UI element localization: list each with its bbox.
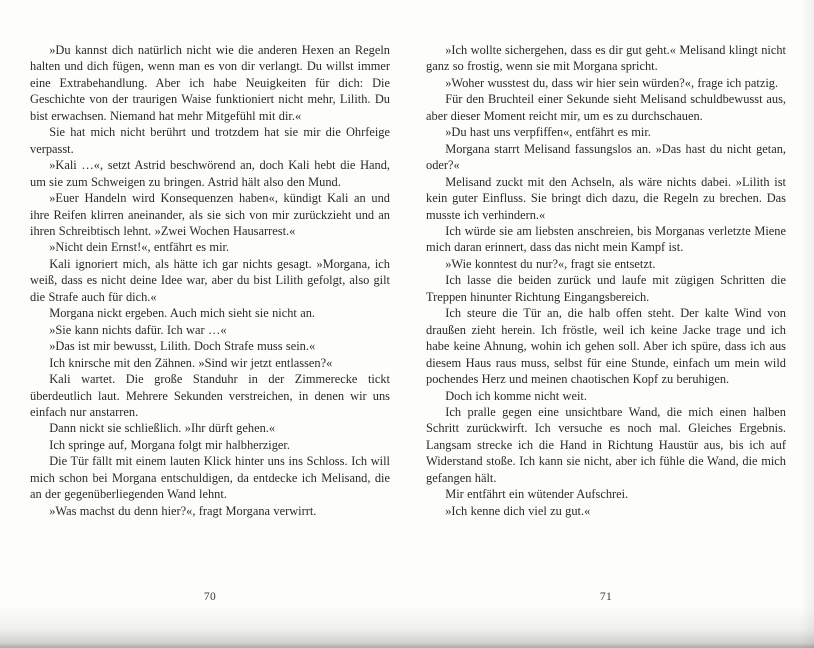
paragraph: Ich pralle gegen eine unsichtbare Wand, die mich einen halben Schritt zurückwirft. Ich versuche es noch mal. Gleiches Ergebnis. Langsam strecke ich die Hand in Richtung Haustür aus, bis ich auf Widerstand stoße. Ich kann sie nicht, aber ich fühle die Wand, die mich gefangen hält. [426,404,786,485]
left-page-number: 70 [203,591,217,603]
paragraph: Ich würde sie am liebsten anschreien, bis Morganas verletzte Miene mich daran erinnert, dass das nicht mein Kampf ist. [426,223,786,255]
left-page-text [30,42,390,582]
paragraph: »Ich wollte sichergehen, dass es dir gut geht.« Melisand klingt nicht ganz so frostig, wenn sie mit Morgana spricht. [426,43,786,74]
paragraph: Sie hat mich nicht berührt und trotzdem hat sie mir die Ohrfeige verpasst. [30,125,390,156]
paragraph: »Was machst du denn hier?«, fragt Morgana verwirrt. [49,503,317,518]
paragraph: »Du kannst dich natürlich nicht wie die anderen Hexen an Regeln halten und dich fügen, wenn man es von dir verlangt. Du willst immer eine Extrabehandlung. Aber ich habe Neuigkeiten für dich: Die Geschichte von der traurigen Waise funktioniert nicht mehr, Lilith. Du bist erwachsen. Niemand hat mehr Mitgefühl mit dir.« [30,43,390,123]
paragraph: »Sie kann nichts dafür. Ich war …« [49,322,227,337]
paragraph: Ich springe auf, Morgana folgt mir halbherziger. [49,437,290,452]
paragraph: Morgana nickt ergeben. Auch mich sieht sie nicht an. [49,306,316,321]
paragraph: Morgana starrt Melisand fassungslos an. »Das hast du nicht getan, oder?« [426,141,786,173]
paragraph: Ich steure die Tür an, die halb offen steht. Der kalte Wind von draußen zieht herein. Ich fröstle, weil ich keine Jacke trage und ich habe keine Ahnung, wohin ich gehen soll. Aber ich spüre, dass ich aus diesem Haus raus muss, selbst für eine Stunde, einfach um mein wild pochendes Herz und meinen chaotischen Kopf zu beruhigen. [426,306,786,387]
paragraph: »Woher wusstest du, dass wir hier sein würden?«, frage ich patzig. [445,75,779,90]
paragraph: Mir entfährt ein wütender Aufschrei. [445,487,629,502]
paragraph: Die Tür fällt mit einem lauten Klick hinter uns ins Schloss. Ich will mich schon bei Morgana entschuldigen, da entdecke ich Melisand, die an der gegenüberliegenden Wand lehnt. [30,454,390,502]
paragraph: »Kali …«, setzt Astrid beschwörend an, doch Kali hebt die Hand, um sie zum Schweigen zu bringen. Astrid hält also den Mund. [30,158,390,189]
paragraph: Für den Bruchteil einer Sekunde sieht Melisand schuldbewusst aus, aber dieser Moment reicht mir, um es zu durchschauen. [426,92,786,123]
right-page-text [426,42,786,582]
paragraph: »Das ist mir bewusst, Lilith. Doch Strafe muss sein.« [49,339,316,354]
paragraph: »Wie konntest du nur?«, fragt sie entsetzt. [445,256,656,271]
paragraph: Dann nickt sie schließlich. »Ihr dürft gehen.« [49,421,276,436]
paragraph: Ich lasse die beiden zurück und laufe mit zügigen Schritten die Treppen hinunter Richtung Eingangsbereich. [426,273,786,304]
paragraph: »Nicht dein Ernst!«, entfährt es mir. [49,240,230,255]
right-page [426,42,786,617]
paragraph: Melisand zuckt mit den Achseln, als wäre nichts dabei. »Lilith ist kein guter Einfluss. Sie bringt dich dazu, die Regeln zu brechen. Das musste ich verhindern.« [426,174,786,222]
paragraph: Kali ignoriert mich, als hätte ich gar nichts gesagt. »Morgana, ich weiß, dass es nicht deine Idee war, aber du bist Lilith gefolgt, also gilt die Strafe auch für dich.« [30,256,390,304]
paragraph: »Du hast uns verpfiffen«, entfährt es mir. [445,125,651,140]
paragraph: »Euer Handeln wird Konsequenzen haben«, kündigt Kali an und ihre Reifen klirren aneinander, als sie sich von mir zurückzieht und an ihren Schreibtisch lehnt. »Zwei Wochen Hausarrest.« [30,191,390,238]
right-page-number: 71 [599,591,613,603]
paragraph: »Ich kenne dich viel zu gut.« [445,503,591,518]
paragraph: Doch ich komme nicht weit. [445,388,587,403]
left-page [30,42,390,617]
paragraph: Kali wartet. Die große Standuhr in der Zimmerecke tickt überdeutlich laut. Mehrere Sekunden verstreichen, in denen wir uns einfach nur anstarren. [30,372,390,419]
paragraph: Ich knirsche mit den Zähnen. »Sind wir jetzt entlassen?« [49,355,333,370]
